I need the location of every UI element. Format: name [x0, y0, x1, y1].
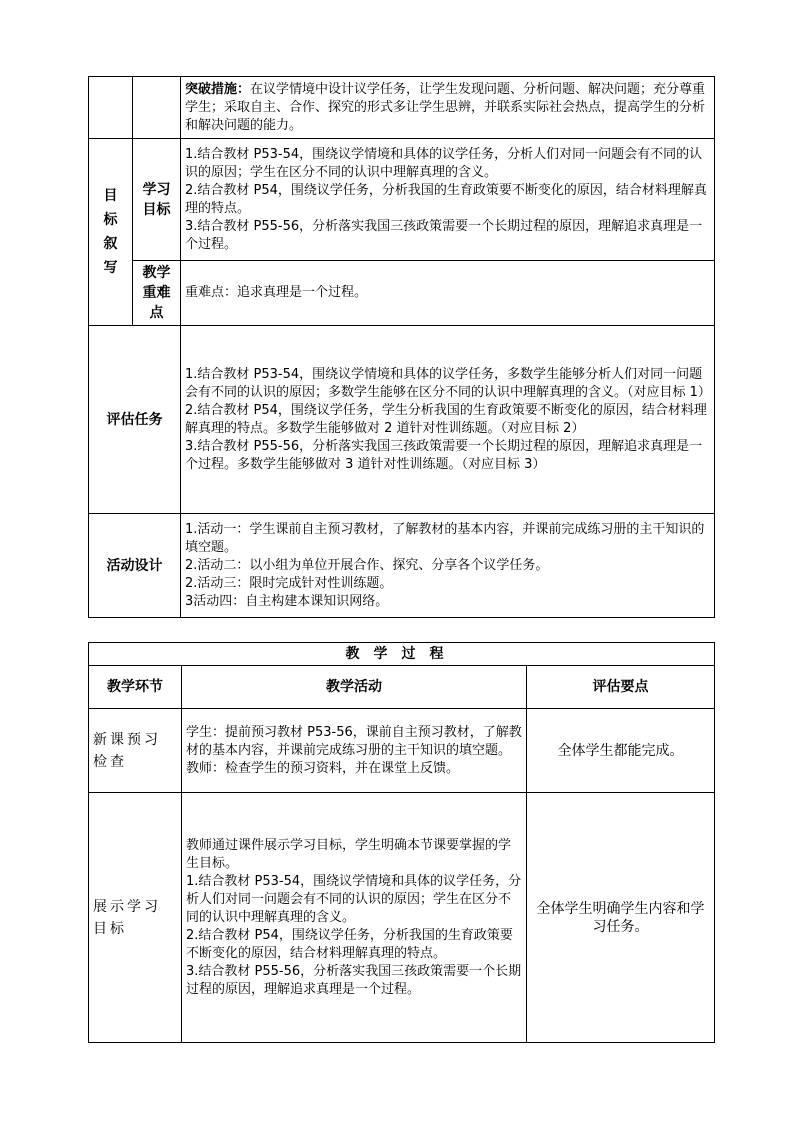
key-points-label: 教学重难点 — [133, 261, 181, 326]
activity-cell — [182, 709, 527, 793]
list-item: 2.结合教材 P54，围绕议学任务，分析我国的生育政策要不断变化的原因，结合材料理解真理的特点。 — [185, 182, 707, 216]
column-header-activity: 教学活动 — [182, 666, 527, 709]
stage-cell: 新课预习检查 — [89, 709, 182, 793]
blank-cell — [133, 77, 181, 139]
learning-goals-list — [181, 139, 715, 261]
list-item: 1.活动一：学生课前自主预习教材，了解教材的基本内容，并课前完成练习册的主干知识的填空题。 — [185, 521, 705, 555]
activity-paragraph: 教师通过课件展示学习目标，学生明确本节课要掌握的学生目标。 — [186, 837, 512, 871]
list-item: 2.活动二：以小组为单位开展合作、探究、分享各个议学任务。 — [185, 557, 549, 573]
activities-label: 活动设计 — [89, 514, 181, 618]
key-points-text: 重难点：追求真理是一个过程。 — [181, 261, 715, 326]
assessment-label: 评估任务 — [89, 326, 181, 514]
column-header-point: 评估要点 — [527, 666, 715, 709]
list-item: 3.结合教材 P55-56，分析落实我国三孩政策需要一个长期过程的原因，理解追求真理是一个过程。 — [185, 218, 703, 252]
stage-cell: 展示学习目标 — [89, 793, 182, 1043]
point-cell: 全体学生明确学生内容和学习任务。 — [527, 793, 715, 1043]
list-item: 3.结合教材 P55-56，分析落实我国三孩政策需要一个长期过程的原因，理解追求真理是一个过程。多数学生能够做对 3 道针对性训练题。（对应目标 3） — [185, 438, 703, 472]
column-header-stage: 教学环节 — [89, 666, 182, 709]
blank-cell — [89, 77, 133, 139]
goals-section-label: 目标叙写 — [89, 139, 133, 326]
activity-paragraph: 3.结合教材 P55-56，分析落实我国三孩政策需要一个长期过程的原因，理解追求真理是一个过程。 — [186, 963, 522, 997]
table-row — [89, 709, 715, 793]
activity-paragraph: 学生：提前预习教材 P53-56，课前自主预习教材，了解教材的基本内容，并课前完成练习册的主干知识的填空题。 — [186, 724, 522, 758]
activity-paragraph: 2.结合教材 P54，围绕议学任务，分析我国的生育政策要不断变化的原因，结合材料理解真理的特点。 — [186, 927, 513, 961]
list-item: 1.结合教材 P53-54，围绕议学情境和具体的议学任务，多数学生能够分析人们对同一问题会有不同的认识的原因；多数学生能够在区分不同的认识中理解真理的含义。（对应目标 1） — [185, 366, 711, 400]
breakthrough-label: 突破措施： — [185, 81, 251, 97]
list-item: 3活动四：自主构建本课知识网络。 — [185, 593, 389, 609]
list-item: 2.结合教材 P54，围绕议学任务，学生分析我国的生育政策要不断变化的原因，结合材料理解真理的特点。多数学生能够做对 2 道针对性训练题。（对应目标 2） — [185, 402, 707, 436]
activity-paragraph: 教师：检查学生的预习资料，并在课堂上反馈。 — [186, 760, 460, 776]
activity-cell — [182, 793, 527, 1043]
table-row — [89, 793, 715, 1043]
breakthrough-text: 在议学情境中设计议学任务，让学生发现问题、分析问题、解决问题；充分尊重学生；采取自主、合作、探究的形式多让学生思辨，并联系实际社会热点，提高学生的分析和解决问题的能力。 — [185, 81, 706, 133]
activity-paragraph: 1.结合教材 P53-54，围绕议学情境和具体的议学任务，分析人们对同一问题会有不同的认识的原因；学生在区分不同的认识中理解真理的含义。 — [186, 873, 522, 925]
process-title: 教学过程 — [89, 643, 715, 666]
list-item: 1.结合教材 P53-54，围绕议学情境和具体的议学任务，分析人们对同一问题会有不同的认识的原因；学生在区分不同的认识中理解真理的含义。 — [185, 146, 703, 180]
breakthrough-cell — [181, 77, 715, 139]
lesson-plan-table — [88, 76, 715, 618]
assessment-list — [181, 326, 715, 514]
teaching-process-table — [88, 642, 715, 1043]
learning-goals-label: 学习目标 — [133, 139, 181, 261]
activities-list — [181, 514, 715, 618]
point-cell: 全体学生都能完成。 — [527, 709, 715, 793]
list-item: 2.活动三：限时完成针对性训练题。 — [185, 575, 393, 591]
